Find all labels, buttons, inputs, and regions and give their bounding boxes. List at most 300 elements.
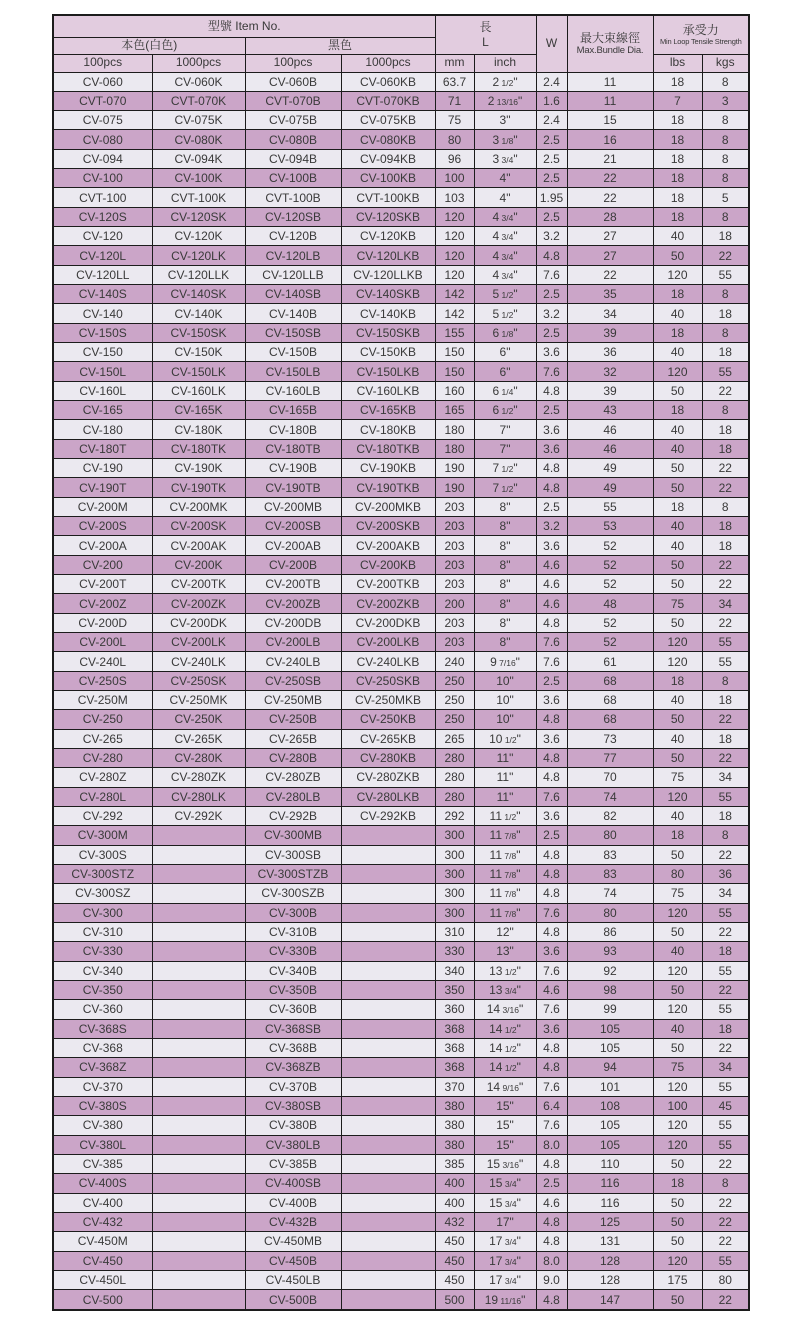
cell-length-mm: 292 (435, 806, 474, 825)
cell-width-w: 4.8 (536, 845, 567, 864)
cell-max-bundle-dia: 27 (567, 227, 653, 246)
cell-item-black-100pcs: CV-250MB (245, 691, 341, 710)
cell-width-w: 2.4 (536, 72, 567, 91)
cell-max-bundle-dia: 48 (567, 594, 653, 613)
table-row (53, 555, 749, 574)
cell-length-inch: 11 7/8" (474, 903, 536, 922)
cell-item-black-100pcs: CV-280B (245, 748, 341, 767)
cell-length-inch: 10" (474, 710, 536, 729)
cell-item-white-100pcs: CV-150 (53, 343, 152, 362)
cell-strength-kgs: 18 (702, 942, 749, 961)
cell-item-black-1000pcs (341, 980, 435, 999)
cell-length-inch: 5 1/2" (474, 304, 536, 323)
cell-strength-lbs: 50 (653, 246, 702, 265)
cell-length-inch: 11 1/2" (474, 806, 536, 825)
cell-item-black-1000pcs: CV-120KB (341, 227, 435, 246)
cell-strength-lbs: 18 (653, 826, 702, 845)
cell-item-black-100pcs: CV-350B (245, 980, 341, 999)
cell-item-white-100pcs: CV-100 (53, 169, 152, 188)
cell-strength-kgs: 34 (702, 1058, 749, 1077)
table-row (53, 401, 749, 420)
table-row (53, 691, 749, 710)
cell-length-mm: 370 (435, 1077, 474, 1096)
table-row (53, 420, 749, 439)
cell-strength-lbs: 18 (653, 149, 702, 168)
cell-item-black-100pcs: CV-200AB (245, 536, 341, 555)
cell-length-inch: 8" (474, 594, 536, 613)
cell-item-black-1000pcs (341, 826, 435, 845)
cell-length-inch: 17" (474, 1212, 536, 1231)
cell-length-mm: 360 (435, 1000, 474, 1019)
cell-item-white-1000pcs: CV-190TK (152, 478, 245, 497)
cell-strength-lbs: 120 (653, 362, 702, 381)
cell-length-mm: 250 (435, 710, 474, 729)
cell-max-bundle-dia: 101 (567, 1077, 653, 1096)
cell-item-white-100pcs: CV-190T (53, 478, 152, 497)
cell-strength-lbs: 18 (653, 285, 702, 304)
cell-max-bundle-dia: 61 (567, 652, 653, 671)
cell-item-white-1000pcs (152, 1077, 245, 1096)
header-inch: inch (474, 54, 536, 72)
cell-strength-lbs: 120 (653, 1077, 702, 1096)
cell-strength-lbs: 120 (653, 787, 702, 806)
cell-item-white-100pcs: CV-200L (53, 633, 152, 652)
cell-length-inch: 14 9/16" (474, 1077, 536, 1096)
cell-length-inch: 13 1/2" (474, 961, 536, 980)
cell-item-white-1000pcs: CV-200ZK (152, 594, 245, 613)
cell-item-white-100pcs: CV-080 (53, 130, 152, 149)
cell-item-black-100pcs: CV-300STZB (245, 864, 341, 883)
cell-length-mm: 380 (435, 1135, 474, 1154)
cell-item-white-1000pcs: CV-165K (152, 401, 245, 420)
cell-max-bundle-dia: 73 (567, 729, 653, 748)
cell-length-mm: 96 (435, 149, 474, 168)
cell-item-white-100pcs: CV-200M (53, 497, 152, 516)
cell-width-w: 4.8 (536, 748, 567, 767)
table-row (53, 536, 749, 555)
cell-length-inch: 4" (474, 169, 536, 188)
cell-length-inch: 14 1/2" (474, 1019, 536, 1038)
cell-max-bundle-dia: 22 (567, 169, 653, 188)
cell-strength-kgs: 18 (702, 806, 749, 825)
table-row (53, 1212, 749, 1231)
cell-item-white-100pcs: CV-368 (53, 1038, 152, 1057)
cell-length-mm: 380 (435, 1116, 474, 1135)
cell-strength-lbs: 18 (653, 207, 702, 226)
cell-item-black-100pcs: CV-310B (245, 922, 341, 941)
header-white-1000pcs: 1000pcs (152, 54, 245, 72)
cell-item-black-1000pcs (341, 1270, 435, 1289)
cell-max-bundle-dia: 28 (567, 207, 653, 226)
cell-strength-lbs: 40 (653, 806, 702, 825)
table-row (53, 1135, 749, 1154)
cell-strength-kgs: 55 (702, 362, 749, 381)
cell-item-black-1000pcs: CV-075KB (341, 111, 435, 130)
cell-item-black-1000pcs: CV-120SKB (341, 207, 435, 226)
cell-strength-kgs: 22 (702, 1038, 749, 1057)
cell-length-inch: 13 3/4" (474, 980, 536, 999)
cell-strength-kgs: 18 (702, 439, 749, 458)
cell-length-mm: 120 (435, 246, 474, 265)
table-row (53, 497, 749, 516)
header-mm: mm (435, 54, 474, 72)
cell-width-w: 4.8 (536, 613, 567, 632)
cell-width-w: 3.2 (536, 304, 567, 323)
cell-length-inch: 8" (474, 575, 536, 594)
cell-item-black-1000pcs (341, 1135, 435, 1154)
cell-item-black-1000pcs: CV-265KB (341, 729, 435, 748)
header-max-bundle (567, 15, 653, 72)
cell-item-black-1000pcs: CV-200LKB (341, 633, 435, 652)
cell-length-mm: 142 (435, 285, 474, 304)
cell-strength-lbs: 40 (653, 536, 702, 555)
cell-length-mm: 165 (435, 401, 474, 420)
cell-strength-kgs: 80 (702, 1270, 749, 1289)
cell-length-inch: 15 3/4" (474, 1193, 536, 1212)
cell-length-mm: 280 (435, 787, 474, 806)
table-row (53, 1077, 749, 1096)
table-row (53, 381, 749, 400)
cell-length-mm: 380 (435, 1096, 474, 1115)
cell-strength-kgs: 8 (702, 169, 749, 188)
cell-item-black-1000pcs: CV-140SKB (341, 285, 435, 304)
cell-strength-kgs: 3 (702, 91, 749, 110)
cell-strength-kgs: 8 (702, 1174, 749, 1193)
cell-item-black-100pcs: CV-380SB (245, 1096, 341, 1115)
cell-strength-lbs: 18 (653, 1174, 702, 1193)
cell-max-bundle-dia: 68 (567, 671, 653, 690)
table-row (53, 343, 749, 362)
cell-width-w: 7.6 (536, 265, 567, 284)
cell-item-white-1000pcs: CV-200TK (152, 575, 245, 594)
cell-width-w: 6.4 (536, 1096, 567, 1115)
cell-item-white-1000pcs (152, 1096, 245, 1115)
cell-width-w: 4.8 (536, 1290, 567, 1310)
cell-item-white-100pcs: CV-368S (53, 1019, 152, 1038)
cell-strength-kgs: 22 (702, 1232, 749, 1251)
cell-strength-lbs: 50 (653, 1290, 702, 1310)
cell-item-black-100pcs: CV-300SZB (245, 884, 341, 903)
cell-length-inch: 7 1/2" (474, 459, 536, 478)
cell-max-bundle-dia: 68 (567, 691, 653, 710)
cell-width-w: 4.8 (536, 710, 567, 729)
cell-width-w: 4.8 (536, 768, 567, 787)
cell-strength-kgs: 8 (702, 149, 749, 168)
cell-item-white-100pcs: CV-370 (53, 1077, 152, 1096)
cell-max-bundle-dia: 52 (567, 613, 653, 632)
cell-item-white-100pcs: CV-300 (53, 903, 152, 922)
cell-length-inch: 17 3/4" (474, 1270, 536, 1289)
cell-item-white-100pcs: CV-060 (53, 72, 152, 91)
cell-item-black-1000pcs: CV-150LKB (341, 362, 435, 381)
cell-item-black-1000pcs: CV-190TKB (341, 478, 435, 497)
cell-item-black-1000pcs: CVT-070KB (341, 91, 435, 110)
cell-item-white-100pcs: CV-450L (53, 1270, 152, 1289)
cell-strength-kgs: 8 (702, 671, 749, 690)
cell-item-white-1000pcs (152, 1270, 245, 1289)
header-white-100pcs: 100pcs (53, 54, 152, 72)
cell-item-black-1000pcs: CV-094KB (341, 149, 435, 168)
cell-max-bundle-dia: 128 (567, 1270, 653, 1289)
cell-strength-lbs: 40 (653, 942, 702, 961)
cell-item-black-100pcs: CV-165B (245, 401, 341, 420)
cell-strength-lbs: 50 (653, 980, 702, 999)
cell-length-mm: 203 (435, 633, 474, 652)
cell-strength-kgs: 55 (702, 1251, 749, 1270)
cell-item-white-1000pcs (152, 1232, 245, 1251)
cell-strength-kgs: 8 (702, 401, 749, 420)
cell-length-mm: 340 (435, 961, 474, 980)
cell-length-mm: 180 (435, 439, 474, 458)
cell-item-black-1000pcs (341, 1038, 435, 1057)
cell-item-black-1000pcs: CV-120LLKB (341, 265, 435, 284)
cell-max-bundle-dia: 22 (567, 265, 653, 284)
cell-strength-kgs: 5 (702, 188, 749, 207)
cell-item-white-1000pcs (152, 942, 245, 961)
cell-item-white-1000pcs: CV-080K (152, 130, 245, 149)
cell-item-white-1000pcs (152, 1000, 245, 1019)
table-row (53, 903, 749, 922)
cell-length-inch: 6 1/2" (474, 401, 536, 420)
header-lbs: lbs (653, 54, 702, 72)
cell-item-white-100pcs: CV-432 (53, 1212, 152, 1231)
cell-item-white-100pcs: CV-250 (53, 710, 152, 729)
cell-item-white-1000pcs: CV-240LK (152, 652, 245, 671)
table-row (53, 149, 749, 168)
cell-length-inch: 15" (474, 1116, 536, 1135)
cell-width-w: 2.5 (536, 826, 567, 845)
cell-width-w: 7.6 (536, 633, 567, 652)
cell-item-black-100pcs: CV-075B (245, 111, 341, 130)
cell-item-white-1000pcs: CV-265K (152, 729, 245, 748)
cell-length-inch: 6 1/8" (474, 323, 536, 342)
cell-max-bundle-dia: 98 (567, 980, 653, 999)
cell-item-white-100pcs: CV-280 (53, 748, 152, 767)
cell-item-black-1000pcs: CV-200TKB (341, 575, 435, 594)
cell-width-w: 4.8 (536, 246, 567, 265)
cell-strength-lbs: 50 (653, 459, 702, 478)
cell-length-inch: 4 3/4" (474, 207, 536, 226)
cell-item-white-1000pcs (152, 903, 245, 922)
table-row (53, 613, 749, 632)
cell-item-black-100pcs: CV-190B (245, 459, 341, 478)
cell-strength-lbs: 18 (653, 130, 702, 149)
cell-item-white-100pcs: CV-300SZ (53, 884, 152, 903)
cell-item-white-100pcs: CV-380L (53, 1135, 152, 1154)
cell-item-white-1000pcs: CV-180K (152, 420, 245, 439)
cell-width-w: 2.5 (536, 401, 567, 420)
cell-strength-lbs: 50 (653, 1038, 702, 1057)
cell-item-white-1000pcs: CV-292K (152, 806, 245, 825)
cell-length-mm: 350 (435, 980, 474, 999)
cell-strength-lbs: 40 (653, 691, 702, 710)
cell-max-bundle-dia: 105 (567, 1038, 653, 1057)
cell-length-mm: 240 (435, 652, 474, 671)
cell-item-black-100pcs: CV-380B (245, 1116, 341, 1135)
table-row (53, 111, 749, 130)
spec-table-header (53, 15, 749, 72)
cell-item-black-100pcs: CV-450B (245, 1251, 341, 1270)
cell-max-bundle-dia: 108 (567, 1096, 653, 1115)
cell-length-mm: 150 (435, 343, 474, 362)
cell-item-black-100pcs: CV-432B (245, 1212, 341, 1231)
cell-max-bundle-dia: 21 (567, 149, 653, 168)
cell-strength-lbs: 50 (653, 575, 702, 594)
table-row (53, 478, 749, 497)
table-row (53, 787, 749, 806)
cell-strength-lbs: 120 (653, 1116, 702, 1135)
cell-max-bundle-dia: 39 (567, 323, 653, 342)
cell-strength-kgs: 18 (702, 227, 749, 246)
cell-width-w: 4.6 (536, 575, 567, 594)
cell-item-black-1000pcs: CV-280KB (341, 748, 435, 767)
cell-length-inch: 10" (474, 691, 536, 710)
cell-item-black-1000pcs: CV-060KB (341, 72, 435, 91)
cell-max-bundle-dia: 70 (567, 768, 653, 787)
cell-strength-lbs: 50 (653, 478, 702, 497)
cell-width-w: 2.5 (536, 1174, 567, 1193)
cell-item-white-100pcs: CV-180T (53, 439, 152, 458)
cell-item-white-1000pcs: CV-150SK (152, 323, 245, 342)
cell-strength-kgs: 8 (702, 72, 749, 91)
cell-item-white-1000pcs: CV-250MK (152, 691, 245, 710)
cell-item-white-1000pcs: CV-280ZK (152, 768, 245, 787)
cell-length-mm: 75 (435, 111, 474, 130)
cell-length-inch: 15 3/4" (474, 1174, 536, 1193)
cell-item-black-100pcs: CV-160LB (245, 381, 341, 400)
cell-item-white-1000pcs: CV-280K (152, 748, 245, 767)
cell-item-white-100pcs: CV-180 (53, 420, 152, 439)
cell-item-black-100pcs: CV-368SB (245, 1019, 341, 1038)
cell-width-w: 1.6 (536, 91, 567, 110)
cell-item-black-100pcs: CV-450MB (245, 1232, 341, 1251)
cell-item-black-1000pcs: CV-200MKB (341, 497, 435, 516)
cell-max-bundle-dia: 27 (567, 246, 653, 265)
cell-strength-kgs: 55 (702, 961, 749, 980)
cell-item-white-1000pcs: CV-100K (152, 169, 245, 188)
cell-length-mm: 368 (435, 1019, 474, 1038)
table-row (53, 980, 749, 999)
cell-length-mm: 120 (435, 265, 474, 284)
cell-length-mm: 203 (435, 497, 474, 516)
spec-table-body (53, 72, 749, 1310)
cell-item-black-1000pcs: CV-200DKB (341, 613, 435, 632)
cell-width-w: 7.6 (536, 1116, 567, 1135)
cell-width-w: 8.0 (536, 1251, 567, 1270)
cell-item-white-100pcs: CV-450M (53, 1232, 152, 1251)
cell-item-black-1000pcs: CV-160LKB (341, 381, 435, 400)
cell-length-inch: 3 1/8" (474, 130, 536, 149)
cell-item-black-100pcs: CV-300B (245, 903, 341, 922)
cell-strength-kgs: 55 (702, 652, 749, 671)
cell-item-white-100pcs: CV-200Z (53, 594, 152, 613)
cell-item-black-100pcs: CV-120LB (245, 246, 341, 265)
cell-length-mm: 368 (435, 1038, 474, 1057)
cell-item-white-1000pcs (152, 845, 245, 864)
cell-length-inch: 4" (474, 188, 536, 207)
table-row (53, 633, 749, 652)
cell-item-white-100pcs: CV-094 (53, 149, 152, 168)
cell-max-bundle-dia: 49 (567, 478, 653, 497)
cell-length-mm: 300 (435, 903, 474, 922)
cell-strength-lbs: 50 (653, 613, 702, 632)
cell-item-black-1000pcs: CV-240LKB (341, 652, 435, 671)
cell-length-mm: 300 (435, 826, 474, 845)
cell-width-w: 4.8 (536, 478, 567, 497)
cell-strength-kgs: 22 (702, 748, 749, 767)
cell-max-bundle-dia: 52 (567, 555, 653, 574)
table-row (53, 594, 749, 613)
cell-length-inch: 3 3/4" (474, 149, 536, 168)
cell-strength-lbs: 75 (653, 594, 702, 613)
cell-max-bundle-dia: 34 (567, 304, 653, 323)
table-row (53, 72, 749, 91)
cell-length-mm: 180 (435, 420, 474, 439)
table-row (53, 1096, 749, 1115)
table-row (53, 1000, 749, 1019)
cell-item-black-100pcs: CV-200LB (245, 633, 341, 652)
cell-item-white-100pcs: CV-160L (53, 381, 152, 400)
cell-item-white-1000pcs: CV-200LK (152, 633, 245, 652)
cell-strength-lbs: 120 (653, 265, 702, 284)
cell-strength-kgs: 8 (702, 323, 749, 342)
cell-item-black-1000pcs (341, 1193, 435, 1212)
cell-strength-kgs: 8 (702, 130, 749, 149)
header-strength-en: Min Loop Tensile Strength (659, 36, 742, 46)
cell-strength-lbs: 18 (653, 169, 702, 188)
cell-max-bundle-dia: 49 (567, 459, 653, 478)
cell-max-bundle-dia: 39 (567, 381, 653, 400)
cell-strength-kgs: 55 (702, 1116, 749, 1135)
cell-strength-kgs: 55 (702, 787, 749, 806)
cell-length-inch: 6" (474, 343, 536, 362)
cell-item-black-100pcs: CV-060B (245, 72, 341, 91)
cell-item-black-1000pcs: CV-140KB (341, 304, 435, 323)
cell-strength-lbs: 18 (653, 671, 702, 690)
cell-width-w: 2.5 (536, 130, 567, 149)
cell-item-white-100pcs: CV-250S (53, 671, 152, 690)
cell-strength-kgs: 34 (702, 594, 749, 613)
cell-item-black-1000pcs (341, 1096, 435, 1115)
cell-item-white-1000pcs: CV-120LLK (152, 265, 245, 284)
cell-strength-kgs: 55 (702, 1000, 749, 1019)
cell-max-bundle-dia: 46 (567, 420, 653, 439)
cell-length-mm: 280 (435, 748, 474, 767)
cell-strength-kgs: 22 (702, 710, 749, 729)
cell-item-black-1000pcs (341, 922, 435, 941)
cell-item-black-100pcs: CV-500B (245, 1290, 341, 1310)
cell-item-white-100pcs: CV-500 (53, 1290, 152, 1310)
cell-strength-kgs: 22 (702, 1290, 749, 1310)
table-row (53, 1038, 749, 1057)
cell-item-black-100pcs: CVT-100B (245, 188, 341, 207)
cell-width-w: 3.2 (536, 517, 567, 536)
cell-item-black-100pcs: CV-280ZB (245, 768, 341, 787)
cell-item-white-1000pcs: CV-200DK (152, 613, 245, 632)
cell-length-inch: 8" (474, 497, 536, 516)
cell-item-white-1000pcs (152, 1135, 245, 1154)
table-row (53, 922, 749, 941)
cell-length-mm: 300 (435, 845, 474, 864)
cell-item-white-100pcs: CV-380S (53, 1096, 152, 1115)
cell-max-bundle-dia: 74 (567, 787, 653, 806)
cell-strength-kgs: 22 (702, 246, 749, 265)
cell-item-white-1000pcs: CV-060K (152, 72, 245, 91)
cell-strength-lbs: 120 (653, 652, 702, 671)
cell-width-w: 4.6 (536, 1193, 567, 1212)
cell-width-w: 2.5 (536, 671, 567, 690)
cell-item-black-100pcs: CV-450LB (245, 1270, 341, 1289)
